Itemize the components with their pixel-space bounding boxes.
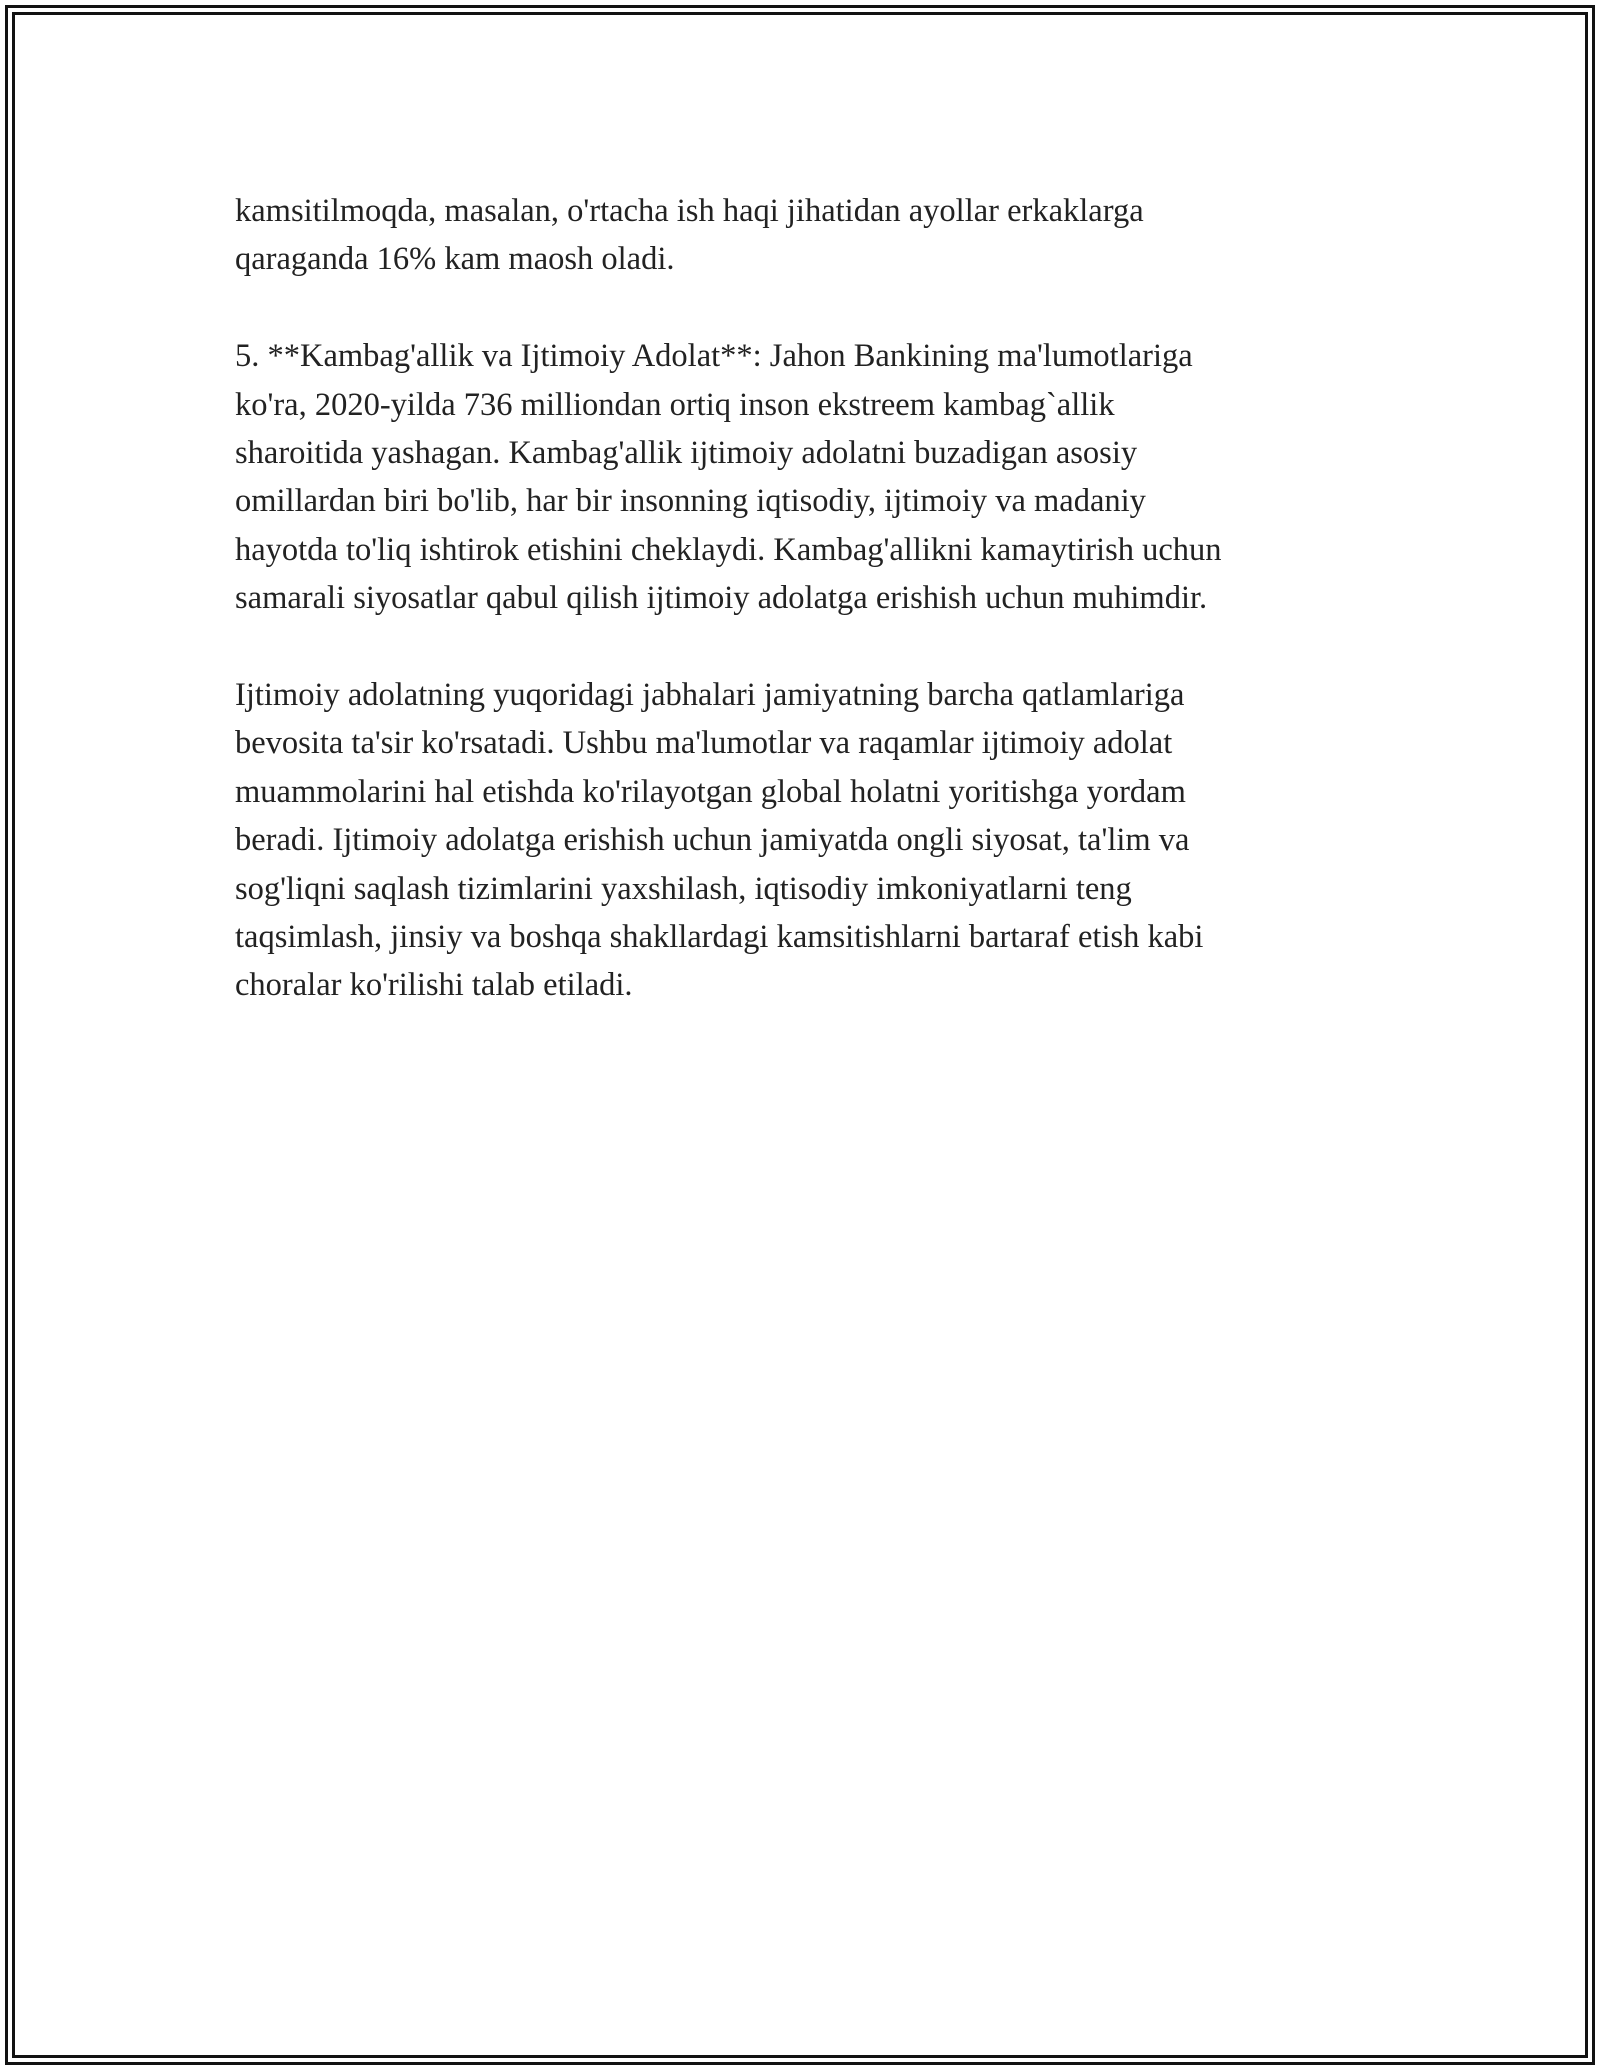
document-body	[235, 187, 1365, 1058]
text-line: taqsimlash, jinsiy va boshqa shakllardagi kamsitishlarni bartaraf etish kabi	[235, 919, 1204, 956]
text-line: choralar ko'rilishi talab etiladi.	[235, 967, 633, 1004]
text-line: omillardan biri bo'lib, har bir insonning iqtisodiy, ijtimoiy va madaniy	[235, 483, 1146, 520]
text-line: sog'liqni saqlash tizimlarini yaxshilash, iqtisodiy imkoniyatlarni teng	[235, 870, 1132, 907]
text-line: samarali siyosatlar qabul qilish ijtimoiy adolatga erishish uchun muhimdir.	[235, 580, 1208, 617]
text-line: sharoitida yashagan. Kambag'allik ijtimoiy adolatni buzadigan asosiy	[235, 435, 1138, 472]
text-line: 5. **Kambag'allik va Ijtimoiy Adolat**: Jahon Bankining ma'lumotlariga	[235, 338, 1193, 375]
text-line: qaraganda 16% kam maosh oladi.	[235, 241, 675, 278]
text-line: Ijtimoiy adolatning yuqoridagi jabhalari jamiyatning barcha qatlamlariga	[235, 677, 1185, 714]
paragraph-discrimination-continued	[235, 187, 1365, 284]
text-line: hayotda to'liq ishtirok etishini cheklaydi. Kambag'allikni kamaytirish uchun	[235, 531, 1222, 568]
text-line: kamsitilmoqda, masalan, o'rtacha ish haqi jihatidan ayollar erkaklarga	[235, 193, 1144, 229]
text-line: beradi. Ijtimoiy adolatga erishish uchun jamiyatda ongli siyosat, ta'lim va	[235, 822, 1190, 859]
text-line: bevosita ta'sir ko'rsatadi. Ushbu ma'lumotlar va raqamlar ijtimoiy adolat	[235, 725, 1173, 762]
paragraph-poverty-social-justice	[235, 332, 1365, 622]
text-line: ko'ra, 2020-yilda 736 milliondan ortiq inson ekstreem kambag`allik	[235, 386, 1115, 423]
paragraph-conclusion	[235, 671, 1365, 1010]
text-line: muammolarini hal etishda ko'rilayotgan global holatni yoritishga yordam	[235, 773, 1186, 810]
